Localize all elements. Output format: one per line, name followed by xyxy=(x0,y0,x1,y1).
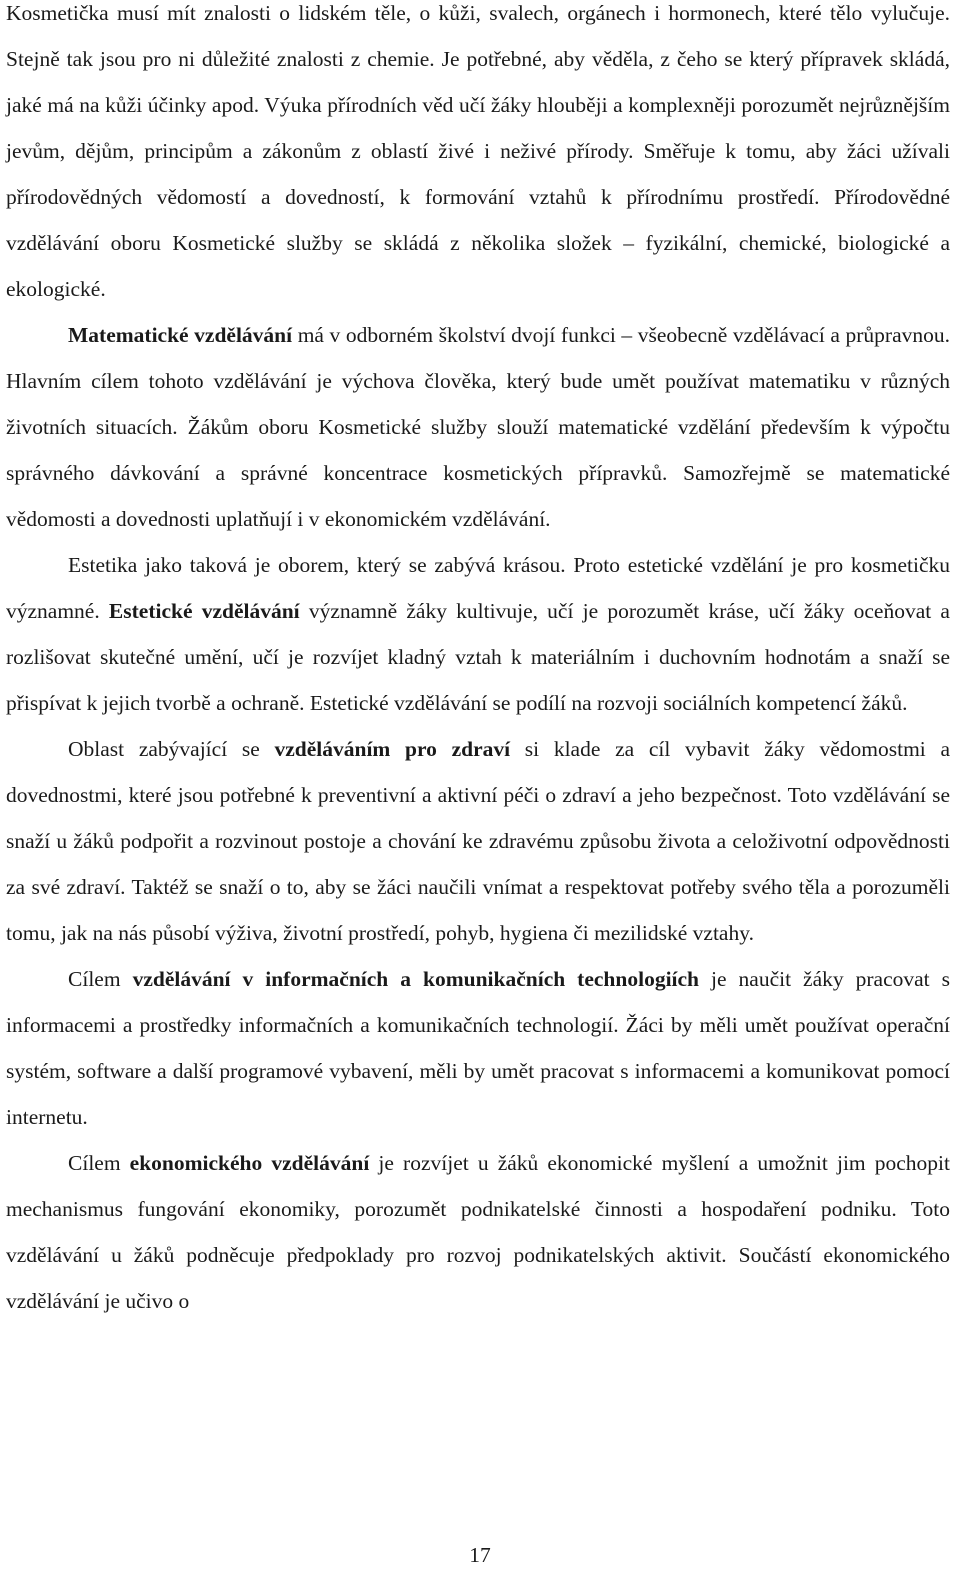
paragraph-text: má v odborném školství dvojí funkci – všeobecně vzdělávací a průpravnou. Hlavním cílem tohoto vzdělávání je výchova člověka, který bude umět používat matematiku v různých životních situacích. Žákům oboru Kosmetické služby slouží matematické vzdělání především k výpočtu správného dávkování a správné koncentrace kosmetických přípravků. Samozřejmě se matematické vědomosti a dovednosti uplatňují i v ekonomickém vzdělávání. xyxy=(6,323,951,531)
paragraph-text: Cílem xyxy=(68,967,133,991)
paragraph-text: Cílem xyxy=(68,1151,130,1175)
paragraph-text: Estetika jako taková je oborem, který se zabývá krásou. Proto estetické vzdělání je pro kosmetičku významné. xyxy=(6,553,950,623)
paragraph-text: Kosmetička musí mít znalosti o lidském těle, o kůži, svalech, orgánech i hormonech, které tělo vylučuje. Stejně tak jsou pro ni důležité znalosti z chemie. Je potřebné, aby věděla, z čeho se který přípravek skládá, jaké má na kůži účinky apod. Výuka přírodních věd učí žáky hlouběji a komplexněji porozumět nejrůznějším jevům, dějům, principům a zákonům z oblastí živé i neživé přírody. Směřuje k tomu, aby žáci užívali přírodovědných vědomostí a dovedností, k formování vztahů k přírodnímu prostředí. Přírodovědné vzdělávání oboru Kosmetické služby se skládá z několika složek – fyzikální, chemické, biologické a ekologické. xyxy=(6,1,950,301)
paragraph-natural-sciences xyxy=(6,0,950,312)
paragraph-text: je naučit žáky pracovat s informacemi a prostředky informačních a komunikačních technologií. Žáci by měli umět používat operační systém, software a další programové vybavení, měli by umět pracovat s informacemi a komunikovat pomocí internetu. xyxy=(6,967,950,1129)
paragraph-text: si klade za cíl vybavit žáky vědomostmi a dovednostmi, které jsou potřebné k preventivní a aktivní péči o zdraví a jeho bezpečnost. Toto vzdělávání se snaží u žáků podpořit a rozvinout postoje a chování ke zdravému způsobu života a celoživotní odpovědnosti za své zdraví. Taktéž se snaží o to, aby se žáci naučili vnímat a respektovat potřeby svého těla a porozuměli tomu, jak na nás působí výživa, životní prostředí, pohyb, hygiena či mezilidské vztahy. xyxy=(6,737,951,945)
paragraph-ict xyxy=(6,956,950,1140)
bold-term-health: vzděláváním pro zdraví xyxy=(274,737,511,761)
bold-term-economics: ekonomického vzdělávání xyxy=(129,1151,370,1175)
paragraph-text: významně žáky kultivuje, učí je porozumět kráse, učí žáky oceňovat a rozlišovat skutečné umění, učí je rozvíjet kladný vztah k materiálním i duchovním hodnotám a snaží se přispívat k jejich tvorbě a ochraně. Estetické vzdělávání se podílí na rozvoji sociálních kompetencí žáků. xyxy=(6,599,950,715)
page-number: 17 xyxy=(469,1543,491,1567)
bold-term-aesthetics: Estetické vzdělávání xyxy=(108,599,300,623)
paragraph-economics xyxy=(6,1140,950,1324)
paragraph-text: Oblast zabývající se xyxy=(68,737,275,761)
bold-term-ict: vzdělávání v informačních a komunikačních technologiích xyxy=(132,967,700,991)
bold-term-mathematics: Matematické vzdělávání xyxy=(68,323,293,347)
paragraph-aesthetics xyxy=(6,542,950,726)
paragraph-health xyxy=(6,726,950,956)
document-page xyxy=(6,0,950,1324)
paragraph-mathematics xyxy=(6,312,950,542)
paragraph-text: je rozvíjet u žáků ekonomické myšlení a umožnit jim pochopit mechanismus fungování ekonomiky, porozumět podnikatelské činnosti a hospodaření podniku. Toto vzdělávání u žáků podněcuje předpoklady pro rozvoj podnikatelských aktivit. Součástí ekonomického vzdělávání je učivo o xyxy=(6,1151,950,1313)
